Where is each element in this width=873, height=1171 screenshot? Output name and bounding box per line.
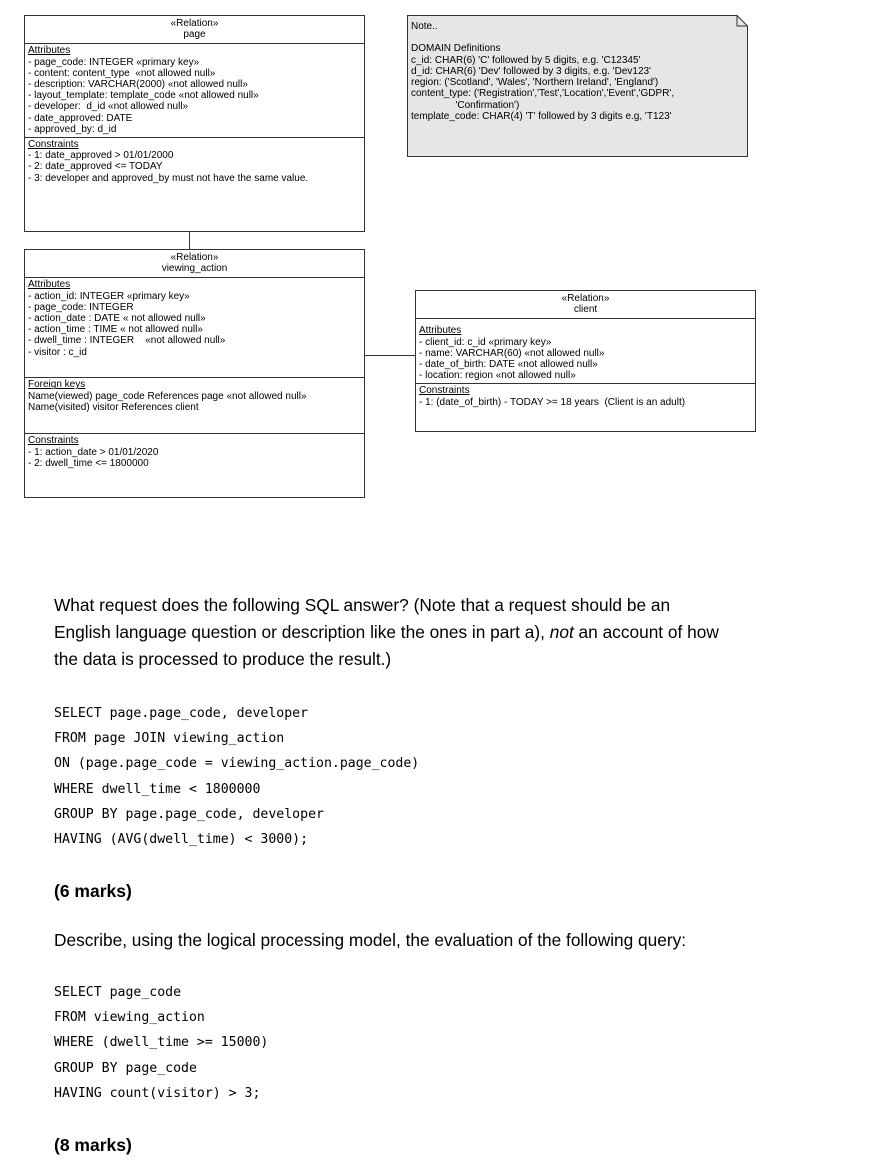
attribute-line: - visitor : c_id xyxy=(28,346,87,358)
emphasis-text: not xyxy=(549,622,574,642)
constraints-label: Constraints xyxy=(419,385,470,397)
note-line: 'Confirmation') xyxy=(411,99,520,111)
question-line: What request does the following SQL answer? (Note that a request should be an xyxy=(54,595,671,615)
attribute-line: - client_id: c_id «primary key» xyxy=(419,336,552,348)
constraint-line: - 1: date_approved > 01/01/2000 xyxy=(28,150,174,162)
relation-viewing-action-box xyxy=(24,249,365,498)
attribute-line: - approved_by: d_id xyxy=(28,123,117,135)
relation-page-header xyxy=(25,16,364,44)
attribute-line: - action_id: INTEGER «primary key» xyxy=(28,290,190,302)
attribute-line: - page_code: INTEGER «primary key» xyxy=(28,56,200,68)
question-line xyxy=(54,619,719,646)
code-line: HAVING (AVG(dwell_time) < 3000); xyxy=(54,832,309,848)
attributes-section xyxy=(25,44,364,137)
relation-viewing-action-header xyxy=(25,250,364,278)
attribute-line: - name: VARCHAR(60) «not allowed null» xyxy=(419,347,605,359)
attribute-line: - layout_template: template_code «not allowed null» xyxy=(28,90,259,102)
question-line: the data is processed to produce the result.) xyxy=(54,649,392,669)
attribute-line: - action_time : TIME « not allowed null» xyxy=(28,324,203,336)
note-line: content_type: ('Registration','Test','Location','Event','GDPR', xyxy=(411,88,675,100)
relation-page-box xyxy=(24,15,365,232)
question-line: Describe, using the logical processing model, the evaluation of the following query: xyxy=(54,930,687,950)
constraint-line: - 2: dwell_time <= 1800000 xyxy=(28,457,149,469)
marks-label-1: (6 marks) xyxy=(54,881,132,901)
code-line: WHERE dwell_time < 1800000 xyxy=(54,781,261,797)
note-line: d_id: CHAR(6) 'Dev' followed by 3 digits, e.g. 'Dev123' xyxy=(411,65,651,77)
note-title: Note.. xyxy=(411,21,438,32)
foreign-key-line: Name(visited) visitor References client xyxy=(28,401,199,413)
code-line: FROM page JOIN viewing_action xyxy=(54,731,285,747)
relation-client-box xyxy=(415,290,756,432)
attributes-label: Attributes xyxy=(419,325,462,337)
attribute-line: - date_approved: DATE xyxy=(28,112,133,124)
attribute-line: - page_code: INTEGER xyxy=(28,301,134,313)
marks-label-2: (8 marks) xyxy=(54,1135,132,1155)
relation-connector-vertical xyxy=(189,231,190,249)
constraints-section xyxy=(416,383,755,409)
foreign-keys-section xyxy=(25,377,364,433)
sql-code-block-2 xyxy=(54,980,268,1106)
note-line: c_id: CHAR(6) 'C' followed by 5 digits, e.g. 'C12345' xyxy=(411,54,641,66)
attributes-section xyxy=(416,319,755,383)
note-line: template_code: CHAR(4) 'T' followed by 3 digits e.g, 'T123' xyxy=(411,111,672,123)
code-line: FROM viewing_action xyxy=(54,1010,205,1026)
domain-note xyxy=(407,15,747,156)
attributes-section xyxy=(25,278,364,377)
attribute-line: - action_date : DATE « not allowed null» xyxy=(28,313,206,325)
foreign-key-line: Name(viewed) page_code References page «not allowed null» xyxy=(28,390,307,402)
question-line-part: an account of how xyxy=(573,622,719,642)
stereotype-label: «Relation» xyxy=(170,18,219,29)
code-line: ON (page.page_code = viewing_action.page_code) xyxy=(54,756,420,772)
attribute-line: - date_of_birth: DATE «not allowed null» xyxy=(419,359,598,371)
note-text xyxy=(411,21,674,122)
code-line: SELECT page_code xyxy=(54,985,182,1000)
stereotype-label: «Relation» xyxy=(561,293,610,304)
relation-name: page xyxy=(183,29,206,41)
attributes-label: Attributes xyxy=(28,45,71,57)
constraints-section xyxy=(25,433,364,471)
question-line-part: English language question or description like the ones in part a), xyxy=(54,622,550,642)
relation-client-header xyxy=(416,291,755,319)
sql-code-block-1 xyxy=(54,701,419,852)
attribute-line: - developer: d_id «not allowed null» xyxy=(28,101,189,113)
constraint-line: - 2: date_approved <= TODAY xyxy=(28,161,163,173)
relation-connector-horizontal xyxy=(364,355,415,356)
code-line: GROUP BY page_code xyxy=(54,1060,197,1076)
attributes-label: Attributes xyxy=(28,279,71,291)
constraints-label: Constraints xyxy=(28,435,79,447)
question-2-text xyxy=(54,927,686,954)
attribute-line: - dwell_time : INTEGER «not allowed null» xyxy=(28,335,226,347)
relation-name: client xyxy=(573,304,598,316)
note-heading: DOMAIN Definitions xyxy=(411,43,501,55)
code-line: SELECT page.page_code, developer xyxy=(54,706,309,721)
attribute-line: - description: VARCHAR(2000) «not allowed null» xyxy=(28,79,248,91)
attribute-line: - content: content_type «not allowed null» xyxy=(28,67,216,79)
attribute-line: - location: region «not allowed null» xyxy=(419,370,576,382)
constraints-label: Constraints xyxy=(28,139,79,151)
constraint-line: - 1: action_date > 01/01/2020 xyxy=(28,446,159,458)
code-line: HAVING count(visitor) > 3; xyxy=(54,1085,261,1101)
relation-name: viewing_action xyxy=(161,263,228,275)
constraint-line: - 3: developer and approved_by must not have the same value. xyxy=(28,172,309,184)
question-1-text xyxy=(54,592,719,673)
note-line: region: ('Scotland', 'Wales', 'Northern Ireland', 'England') xyxy=(411,77,659,89)
foreign-keys-label: Foreign keys xyxy=(28,379,86,391)
constraint-line: - 1: (date_of_birth) - TODAY >= 18 years (Client is an adult) xyxy=(419,396,686,408)
code-line: WHERE (dwell_time >= 15000) xyxy=(54,1035,269,1051)
code-line: GROUP BY page.page_code, developer xyxy=(54,806,324,822)
stereotype-label: «Relation» xyxy=(170,252,219,263)
constraints-section xyxy=(25,137,364,186)
